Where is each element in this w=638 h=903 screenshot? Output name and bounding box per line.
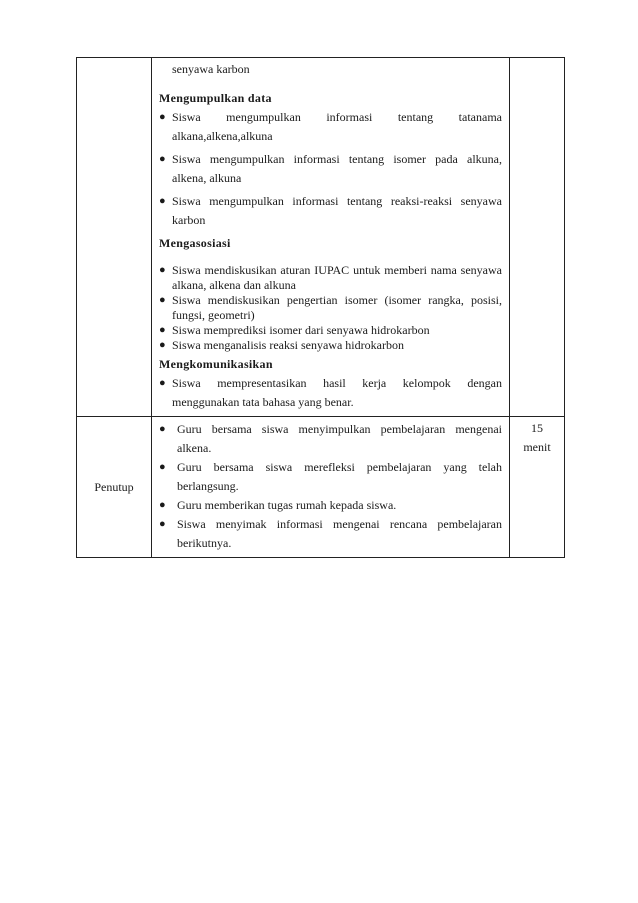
bullet-icon: ● (159, 499, 166, 511)
bullet-icon: ● (159, 377, 166, 389)
bullet-icon: ● (159, 423, 166, 435)
bullet-icon: ● (159, 324, 166, 336)
bullet-icon: ● (159, 195, 166, 207)
section-heading: Mengumpulkan data (159, 91, 272, 105)
list-item: ● Siswa mendiskusikan aturan IUPAC untuk memberi nama senyawa alkana, alkena dan alkuna (159, 263, 502, 292)
bullet-icon: ● (159, 461, 166, 473)
bullet-list (159, 108, 502, 230)
bullet-icon: ● (159, 153, 166, 165)
time-cell (510, 417, 565, 558)
continuation-text: senyawa karbon (172, 62, 250, 76)
list-item: ● Siswa memprediksi isomer dari senyawa hidrokarbon (159, 323, 430, 337)
list-item: ● Guru bersama siswa menyimpulkan pembelajaran mengenai alkena. (159, 422, 502, 455)
time-value: 15 (531, 421, 543, 435)
activity-cell (152, 417, 510, 558)
activity-cell (152, 58, 510, 417)
bullet-icon: ● (159, 339, 166, 351)
bullet-icon: ● (159, 294, 166, 306)
list-item: ● Siswa mengumpulkan informasi tentang reaksi-reaksi senyawa karbon (159, 194, 502, 227)
list-item: ● Siswa mendiskusikan pengertian isomer (isomer rangka, posisi, fungsi, geometri) (159, 293, 502, 322)
lesson-plan-table (76, 57, 565, 558)
time-cell-empty (510, 58, 565, 417)
list-item: ● Guru memberikan tugas rumah kepada siswa. (159, 496, 502, 515)
section-heading: Mengkomunikasikan (159, 357, 273, 371)
bullet-list (159, 374, 502, 412)
bullet-list (159, 420, 502, 553)
stage-label: Penutup (77, 417, 152, 558)
table-row (77, 417, 565, 558)
bullet-icon: ● (159, 264, 166, 276)
bullet-list (159, 263, 502, 353)
list-item: ● Siswa mengumpulkan informasi tentang tatanama alkana,alkena,alkuna (159, 110, 502, 143)
bullet-icon: ● (159, 111, 166, 123)
stage-cell-empty (77, 58, 152, 417)
list-item: ● Siswa mengumpulkan informasi tentang isomer pada alkuna, alkena, alkuna (159, 152, 502, 185)
list-item: ● Siswa menganalisis reaksi senyawa hidrokarbon (159, 338, 404, 352)
list-item: ● Siswa mempresentasikan hasil kerja kelompok dengan menggunakan tata bahasa yang benar. (159, 376, 502, 409)
table-row (77, 58, 565, 417)
list-item: ● Siswa menyimak informasi mengenai rencana pembelajaran berikutnya. (159, 517, 502, 550)
bullet-icon: ● (159, 518, 166, 530)
time-unit: menit (523, 440, 551, 454)
section-heading: Mengasosiasi (159, 236, 231, 250)
list-item: ● Guru bersama siswa merefleksi pembelajaran yang telah berlangsung. (159, 460, 502, 493)
